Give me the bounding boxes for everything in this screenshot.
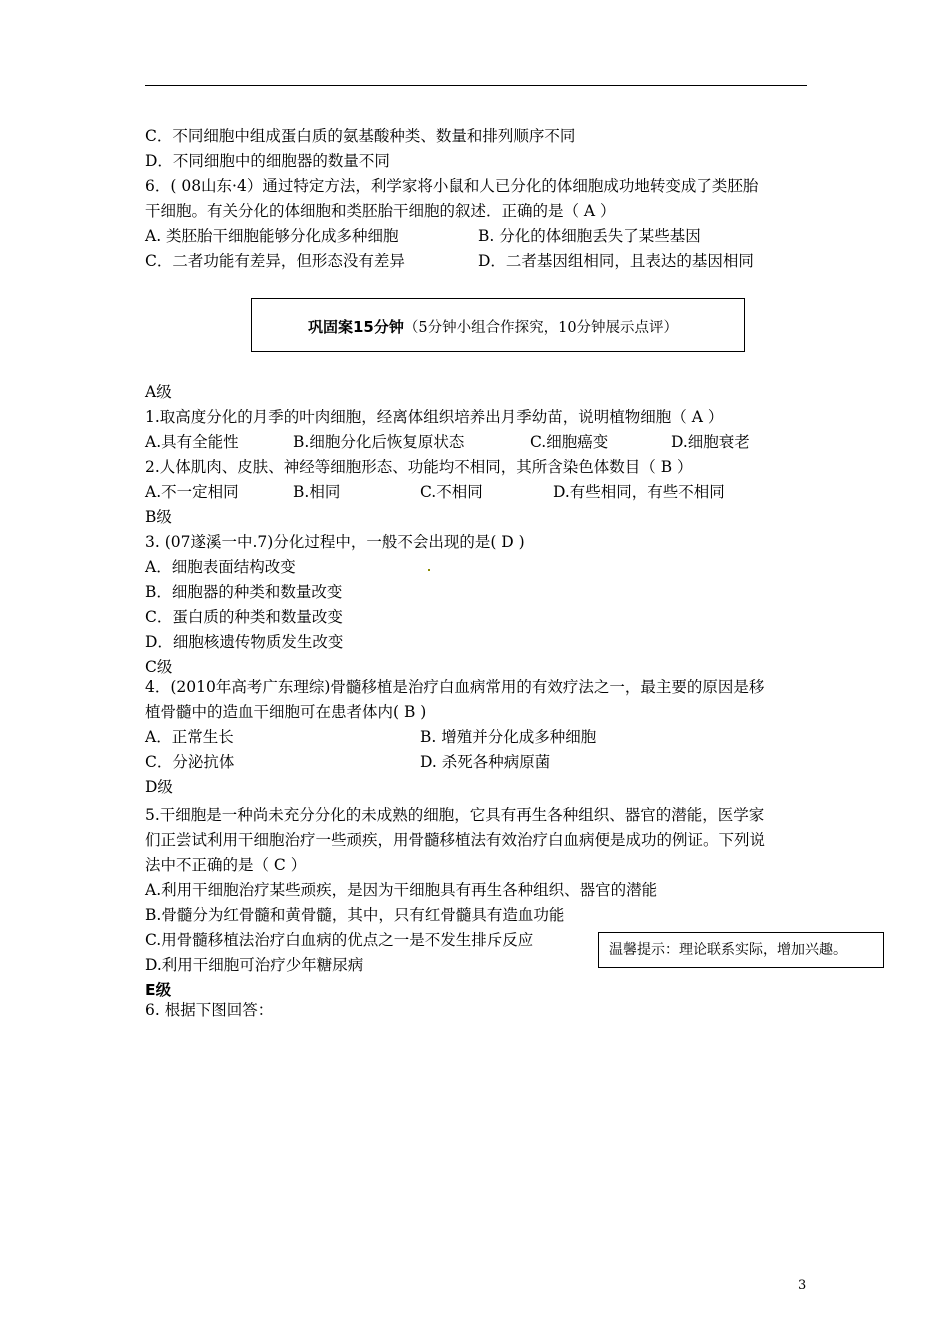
q4-option-d: D. 杀死各种病原菌 — [420, 753, 551, 771]
q6-figure-stem: 6. 根据下图回答： — [145, 1001, 274, 1019]
q5-option-a: A.利用干细胞治疗某些顽疾，是因为干细胞具有再生各种组织、器官的潜能 — [145, 881, 658, 899]
q1-option-c: C.细胞癌变 — [530, 433, 609, 451]
q2-option-d: D.有些相同，有些不相同 — [553, 483, 725, 501]
q3-option-b: B．细胞器的种类和数量改变 — [145, 583, 343, 601]
header-rule — [145, 85, 807, 86]
tip-box: 温馨提示：理论联系实际，增加兴趣。 — [598, 932, 884, 968]
q1-option-d: D.细胞衰老 — [671, 433, 750, 451]
level-c-label: C级 — [145, 658, 173, 676]
q6-option-d: D．二者基因组相同，且表达的基因相同 — [478, 252, 754, 270]
q6-option-c: C．二者功能有差异，但形态没有差异 — [145, 252, 405, 270]
q1-option-b: B.细胞分化后恢复原状态 — [293, 433, 465, 451]
q5-stem-line2: 们正尝试利用干细胞治疗一些顽疾，用骨髓移植法有效治疗白血病便是成功的例证。下列说 — [145, 831, 766, 849]
q5-option-b: B.骨髓分为红骨髓和黄骨髓，其中，只有红骨髓具有造血功能 — [145, 906, 565, 924]
q3-option-c: C．蛋白质的种类和数量改变 — [145, 608, 343, 626]
q4-stem-line1: 4．(2010年高考广东理综)骨髓移植是治疗白血病常用的有效疗法之一，最主要的原因是移 — [145, 678, 765, 696]
q1-stem: 1.取高度分化的月季的叶肉细胞，经离体组织培养出月季幼苗，说明植物细胞（ A ） — [145, 408, 724, 426]
level-e-label: E级 — [145, 981, 172, 999]
q5-option-c: C.用骨髓移植法治疗白血病的优点之一是不发生排斥反应 — [145, 931, 534, 949]
q5-stem-line1: 5.干细胞是一种尚未充分分化的未成熟的细胞，它具有再生各种组织、器官的潜能，医学家 — [145, 806, 765, 824]
q2-stem: 2.人体肌肉、皮肤、神经等细胞形态、功能均不相同，其所含染色体数目（ B ） — [145, 458, 693, 476]
section-title-note: （5分钟小组合作探究，10分钟展示点评） — [403, 320, 679, 336]
q3-option-a: A．细胞表面结构改变 — [145, 558, 296, 576]
q4-stem-line2: 植骨髓中的造血干细胞可在患者体内( B ) — [145, 703, 427, 721]
q6-option-b: B. 分化的体细胞丢失了某些基因 — [478, 227, 701, 245]
level-d-label: D级 — [145, 778, 173, 796]
q5-option-d: D.利用干细胞可治疗少年糖尿病 — [145, 956, 364, 974]
section-title — [308, 316, 678, 337]
q3-option-d: D．细胞核遗传物质发生改变 — [145, 633, 344, 651]
page-number: 3 — [798, 1278, 807, 1293]
stray-dot — [428, 569, 430, 571]
level-b-label: B级 — [145, 508, 172, 526]
q2-option-c: C.不相同 — [420, 483, 483, 501]
section-title-box — [251, 298, 745, 352]
q4-option-b: B. 增殖并分化成多种细胞 — [420, 728, 597, 746]
q6-option-a: A. 类胚胎干细胞能够分化成多种细胞 — [145, 227, 399, 245]
q5-prev-option-c: C．不同细胞中组成蛋白质的氨基酸种类、数量和排列顺序不同 — [145, 127, 576, 145]
q2-option-a: A.不一定相同 — [145, 483, 239, 501]
q6-stem-line2: 干细胞。有关分化的体细胞和类胚胎干细胞的叙述．正确的是（ A ） — [145, 202, 616, 220]
q5-stem-line3: 法中不正确的是（ C ） — [145, 856, 307, 874]
q4-option-c: C．分泌抗体 — [145, 753, 235, 771]
q5-prev-option-d: D．不同细胞中的细胞器的数量不同 — [145, 152, 390, 170]
q2-option-b: B.相同 — [293, 483, 341, 501]
q1-option-a: A.具有全能性 — [145, 433, 239, 451]
level-a-label: A级 — [145, 383, 172, 401]
q3-stem: 3. (07遂溪一中.7)分化过程中，一般不会出现的是( D ) — [145, 533, 525, 551]
q6-stem-line1: 6．( 08山东·4）通过特定方法，利学家将小鼠和人已分化的体细胞成功地转变成了类胚胎 — [145, 177, 759, 195]
q4-option-a: A．正常生长 — [145, 728, 234, 746]
section-title-bold: 巩固案15分钟 — [308, 318, 404, 336]
